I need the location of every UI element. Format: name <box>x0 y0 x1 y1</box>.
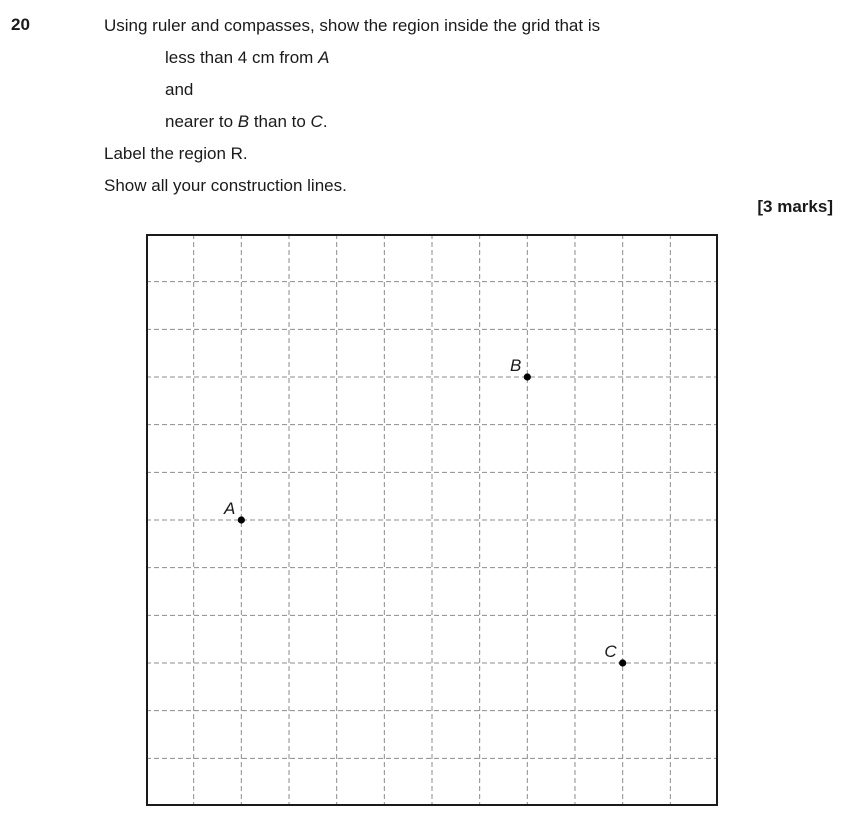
marks-indicator: [3 marks] <box>757 197 833 216</box>
condition-distance-from-a <box>165 48 329 68</box>
point-a-marker <box>238 516 245 523</box>
point-b-marker <box>524 373 531 380</box>
instruction-label-region: Label the region R. <box>104 144 248 163</box>
point-b-ref: B <box>237 112 250 131</box>
point-c-marker <box>619 659 626 666</box>
point-a-ref: A <box>318 48 330 67</box>
condition-text-mid: than to <box>249 112 311 131</box>
condition-text: less than 4 cm from <box>165 48 319 67</box>
point-c-ref: C <box>310 112 323 131</box>
condition-nearer-b-than-c <box>165 112 328 132</box>
point-c-label: C <box>604 642 617 661</box>
point-a-label: A <box>223 499 236 518</box>
instruction-construction-lines: Show all your construction lines. <box>104 176 347 195</box>
grid-canvas[interactable] <box>146 234 718 806</box>
question-number: 20 <box>11 15 30 34</box>
condition-suffix: . <box>322 112 328 131</box>
condition-text: nearer to <box>165 112 238 131</box>
grid-border <box>147 235 717 805</box>
construction-grid[interactable] <box>146 234 718 806</box>
condition-and: and <box>165 80 194 99</box>
question-intro: Using ruler and compasses, show the region inside the grid that is <box>104 16 601 35</box>
point-b-label: B <box>509 356 522 375</box>
